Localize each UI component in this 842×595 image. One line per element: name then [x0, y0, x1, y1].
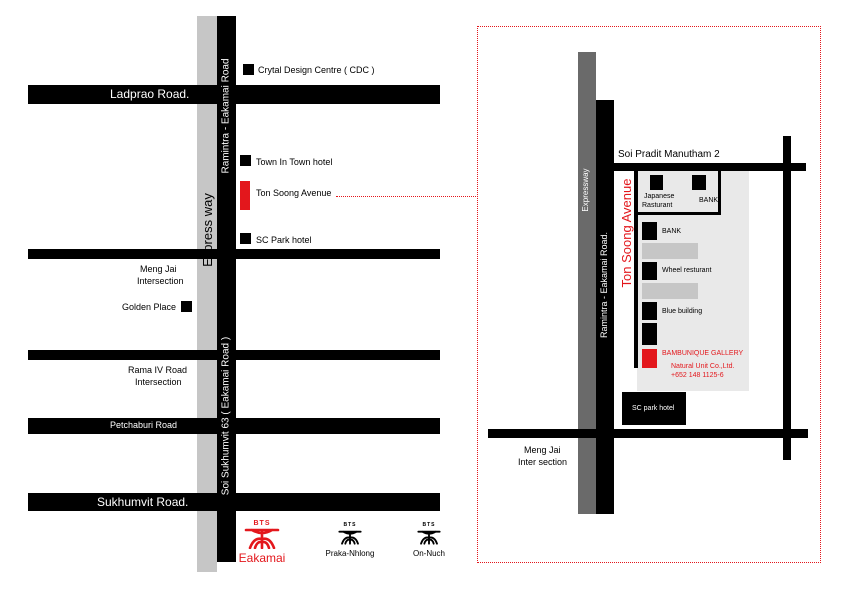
- station-name-praka-nhlong: Praka-Nhlong: [325, 549, 375, 558]
- ladprao-road-label: Ladprao Road.: [110, 87, 190, 101]
- bank-building: [642, 222, 657, 240]
- town-in-town-label: Town In Town hotel: [256, 157, 333, 167]
- bts-station-on-nuch: [404, 523, 454, 558]
- phone-label: +652 148 1125-6: [671, 372, 724, 379]
- soi-pradit-label: Soi Pradit Manutham 2: [618, 149, 720, 160]
- right-side-road: [783, 136, 791, 460]
- ton-soong-label: Ton Soong Avenue: [256, 188, 332, 198]
- station-name-on-nuch: On-Nuch: [412, 549, 445, 558]
- sc-park-label: SC Park hotel: [256, 235, 312, 245]
- japanese-restaurant-label-2: Rasturant: [642, 202, 673, 209]
- cdc-marker: [243, 64, 254, 75]
- gallery-building: [642, 349, 657, 368]
- meng-jai-road: [28, 249, 440, 259]
- petchaburi-road: [28, 418, 440, 434]
- petchaburi-road-label: Petchaburi Road: [110, 420, 178, 430]
- meng-jai-intersection-label-2: Intersection: [137, 276, 184, 286]
- blue-building: [642, 302, 657, 320]
- bank-label: BANK: [662, 228, 682, 235]
- rama4-intersection-label-1: Rama IV Road: [128, 365, 188, 375]
- unnamed-building: [642, 323, 657, 345]
- ladprao-road: [28, 85, 440, 104]
- sukhumvit-road-label: Sukhumvit Road.: [97, 495, 189, 509]
- town-in-town-marker: [240, 155, 251, 166]
- ton-soong-label-inset: Ton Soong Avenue: [619, 178, 634, 288]
- ton-soong-marker: [240, 181, 250, 210]
- station-name-eakamai: Eakamai: [238, 551, 286, 565]
- bank-top-building: [692, 175, 706, 190]
- wheel-restaurant-label: Wheel resturant: [662, 267, 712, 274]
- expressway-label-inset: Expressway: [581, 168, 590, 212]
- japanese-restaurant-building: [650, 175, 663, 190]
- expressway-road-inset: [578, 52, 596, 514]
- blue-building-label: Blue building: [662, 308, 703, 315]
- bts-station-eakamai: [236, 520, 288, 564]
- sc-park-marker: [240, 233, 251, 244]
- sukhumvit-road: [28, 493, 440, 511]
- sc-park-hotel-label: SC park hotel: [632, 405, 675, 412]
- cdc-label: Crytal Design Centre ( CDC ): [258, 65, 375, 75]
- meng-jai-inset-label-2: Inter section: [518, 457, 568, 467]
- grey-building-1: [642, 243, 698, 259]
- meng-jai-road-inset: [488, 429, 808, 438]
- bts-logo-text: BTS: [253, 520, 271, 527]
- grey-building-2: [642, 283, 698, 299]
- gallery-label: BAMBUNIQUE GALLERY: [662, 350, 744, 357]
- connector-line: [336, 196, 478, 197]
- golden-place-marker: [181, 301, 192, 312]
- bts-station-praka-nhlong: [318, 523, 382, 558]
- meng-jai-intersection-label-1: Meng Jai: [140, 264, 177, 274]
- soi63-road-label: Soi Sukhumvit 63 ( Eakamai Road ): [220, 336, 232, 496]
- company-label: Natural Unit Co.,Ltd.: [671, 363, 735, 370]
- bts-logo-text: BTS: [343, 522, 357, 528]
- ramintra-label-inset: Ramintra - Eakamai Road.: [599, 231, 609, 339]
- bts-logo-icon: [244, 527, 280, 549]
- bts-logo-icon: [417, 528, 441, 546]
- golden-place-label: Golden Place: [122, 302, 177, 312]
- wheel-restaurant-building: [642, 262, 657, 280]
- rama4-intersection-label-2: Intersection: [135, 377, 182, 387]
- bts-logo-icon: [338, 528, 362, 546]
- meng-jai-inset-label-1: Meng Jai: [524, 445, 561, 455]
- rama4-road: [28, 350, 440, 360]
- expressway-label: Express way: [200, 193, 215, 267]
- japanese-restaurant-label-1: Japanese: [644, 193, 675, 200]
- ramintra-road-label: Ramintra - Eakamai Road: [220, 58, 232, 174]
- bank-top-label: BANK: [699, 197, 719, 204]
- soi-pradit-road: [614, 163, 806, 171]
- bts-logo-text: BTS: [422, 522, 436, 528]
